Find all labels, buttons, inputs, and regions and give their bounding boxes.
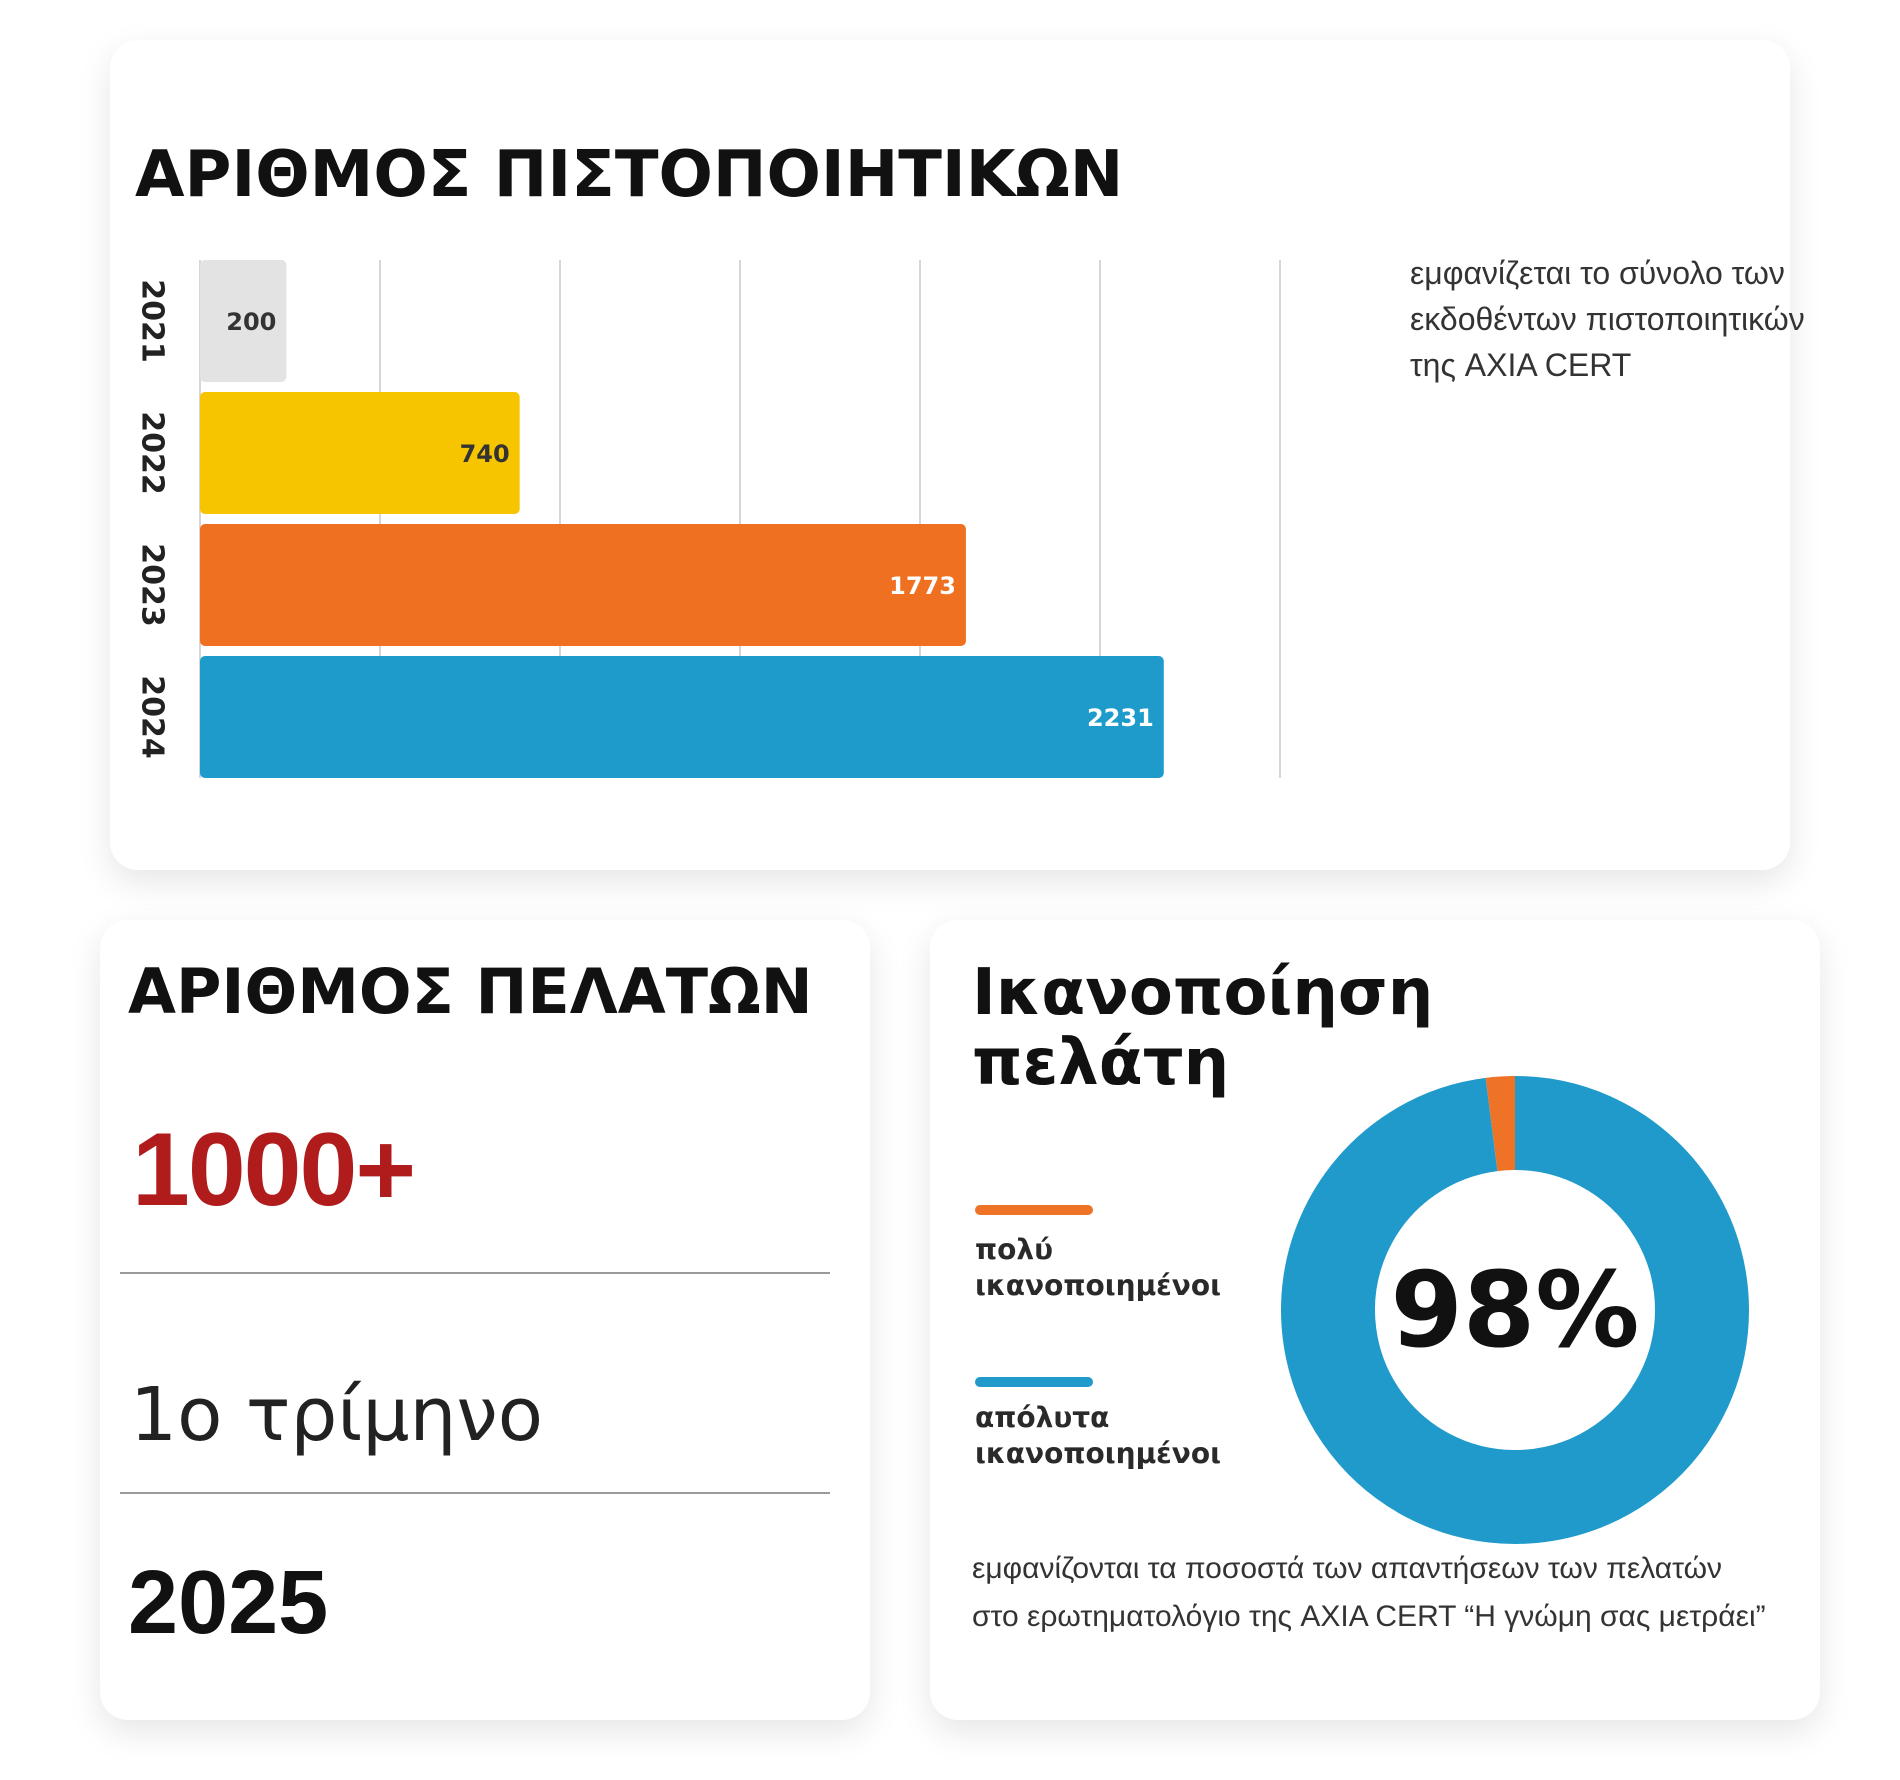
bar-2024: [200, 656, 1164, 778]
donut-center-label: 98%: [1390, 1249, 1640, 1371]
year-axis-label: 2024: [134, 675, 170, 759]
legend-swatch-very-satisfied: [975, 1205, 1093, 1215]
certificates-note: εμφανίζεται το σύνολο των εκδοθέντων πιστοποιητικών της AXIA CERT: [1410, 255, 1805, 383]
satisfaction-note: εμφανίζονται τα ποσοστά των απαντήσεων των πελατών στο ερωτηματολόγιο της AXIA CERT “Η γνώμη σας μετράει”: [972, 1552, 1766, 1633]
clients-year: 2025: [128, 1553, 329, 1653]
divider: [120, 1492, 830, 1494]
clients-title: ΑΡΙΘΜΟΣ ΠΕΛΑΤΩΝ: [128, 955, 813, 1028]
clients-count: 1000+: [132, 1112, 415, 1228]
year-axis-label: 2021: [134, 279, 170, 363]
legend-label-very-satisfied: πολύ ικανοποιημένοι: [975, 1233, 1221, 1302]
bar-value-label: 2231: [1086, 704, 1154, 732]
satisfaction-title: Ικανοποίηση πελάτη: [972, 956, 1434, 1100]
bar-value-label: 740: [459, 440, 510, 468]
year-axis-label: 2022: [134, 411, 170, 495]
certificates-title: ΑΡΙΘΜΟΣ ΠΙΣΤΟΠΟΙΗΤΙΚΩΝ: [135, 138, 1124, 212]
bar-value-label: 1773: [889, 572, 956, 600]
donut-slice-very-satisfied: [1492, 1123, 1515, 1124]
bar-2023: [200, 524, 966, 646]
satisfaction-donut-chart: [1275, 1070, 1755, 1550]
divider: [120, 1272, 830, 1274]
certificates-bar-chart: [120, 250, 1320, 810]
bar-value-label: 200: [226, 308, 277, 336]
legend-label-absolutely-satisfied: απόλυτα ικανοποιημένοι: [975, 1401, 1221, 1470]
clients-period: 1ο τρίμηνο: [130, 1372, 544, 1458]
legend-swatch-absolutely-satisfied: [975, 1377, 1093, 1387]
year-axis-label: 2023: [134, 543, 170, 627]
